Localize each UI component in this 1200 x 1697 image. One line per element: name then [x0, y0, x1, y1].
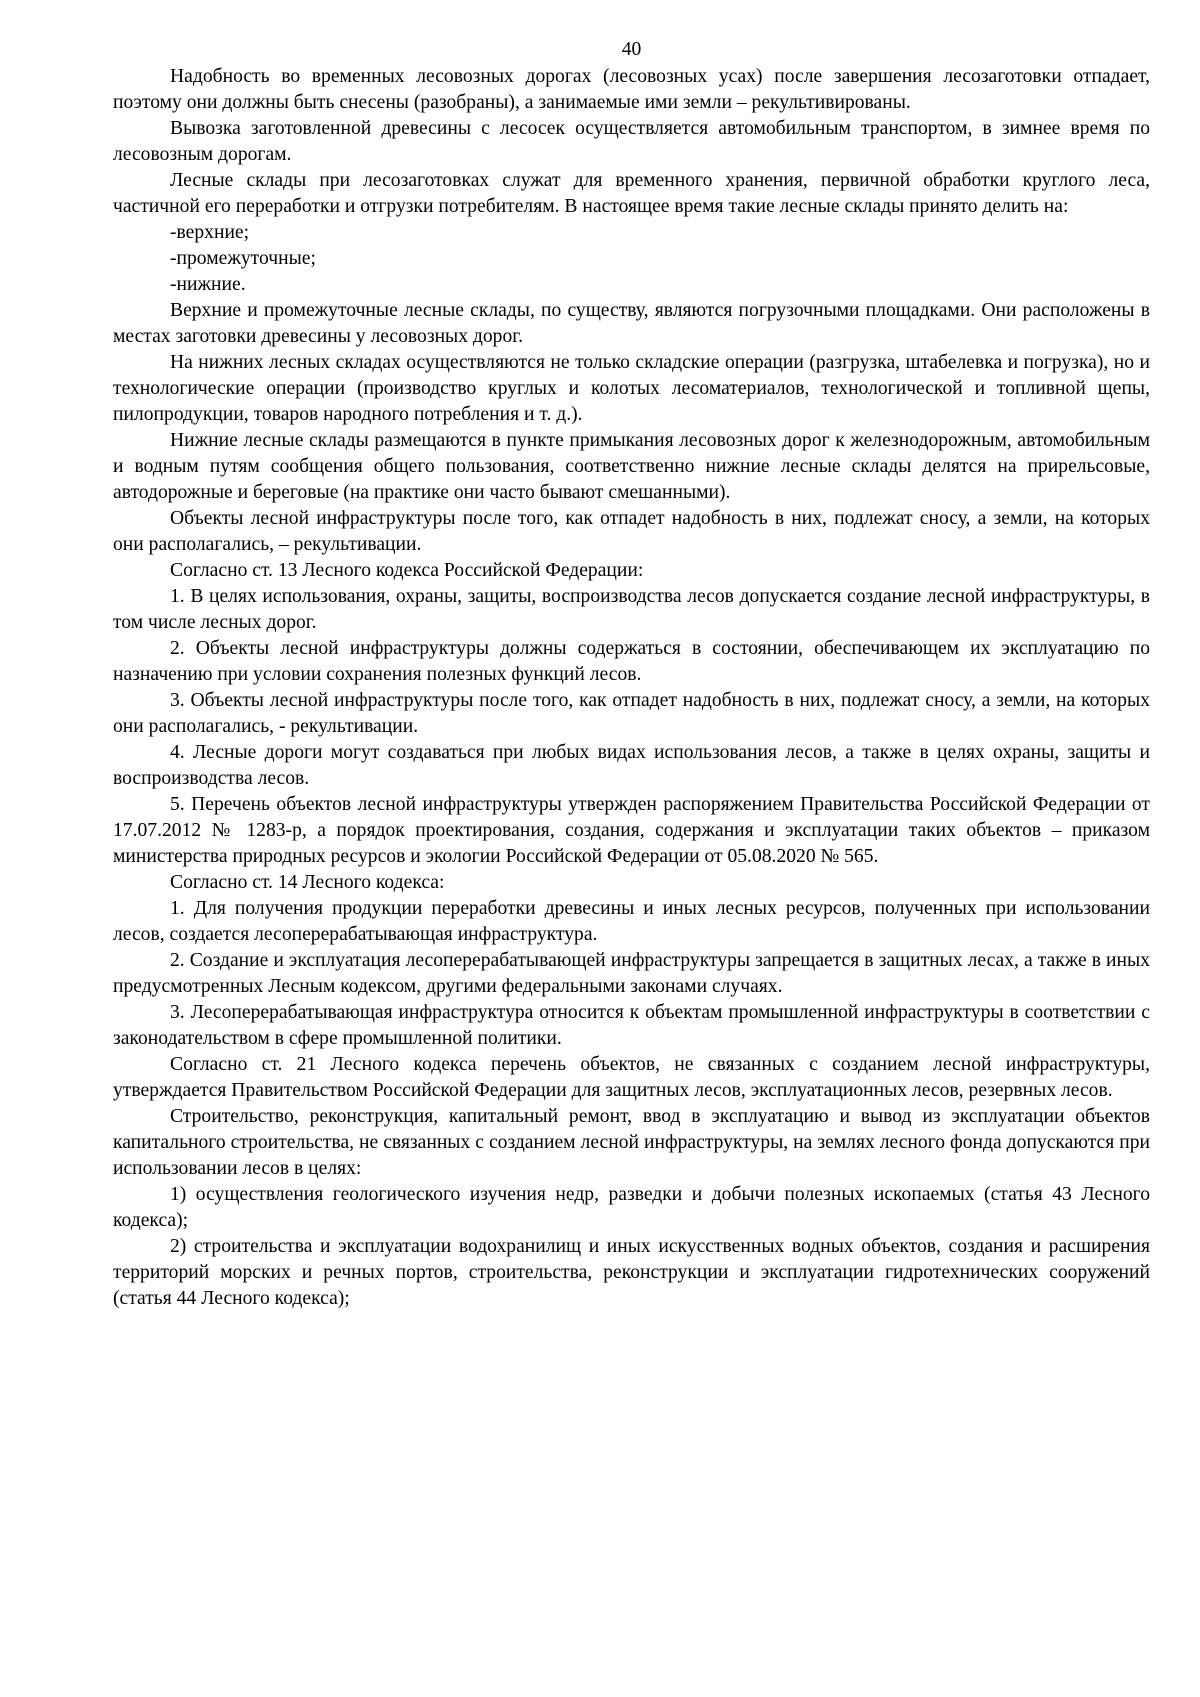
paragraph-lower-warehouse-location: Нижние лесные склады размещаются в пункте примыкания лесовозных дорог к железнодорожным, автомобильным и водным путям сообщения общего пользования, соответственно нижние лесные склады делятся на прирельсовые, автодорожные и береговые (на практике они часто бывают смешанными).	[113, 430, 1150, 503]
paragraph-capital-construction: Строительство, реконструкция, капитальный ремонт, ввод в эксплуатацию и вывод из эксплуатации объектов капитального строительства, не связанных с созданием лесной инфраструктуры, на землях лесного фонда допускаются при использовании лесов в целях:	[113, 1106, 1150, 1179]
list-item-geology: 1) осуществления геологического изучения недр, разведки и добычи полезных ископаемых (статья 43 Лесного кодекса);	[113, 1184, 1150, 1231]
paragraph-article-14-intro: Согласно ст. 14 Лесного кодекса:	[170, 872, 445, 893]
list-item-upper: -верхние;	[170, 222, 250, 243]
paragraph-upper-intermediate-warehouses: Верхние и промежуточные лесные склады, по существу, являются погрузочными площадками. Они расположены в местах заготовки древесины у лесовозных дорог.	[113, 300, 1150, 347]
page-number: 40	[621, 39, 642, 60]
paragraph-infrastructure-demolition: Объекты лесной инфраструктуры после того, как отпадет надобность в них, подлежат сносу, а земли, на которых они располагались, – рекультивации.	[113, 508, 1150, 555]
article-14-clause-1: 1. Для получения продукции переработки древесины и иных лесных ресурсов, полученных при использовании лесов, создается лесоперерабатывающая инфраструктура.	[113, 898, 1150, 945]
article-13-clause-5: 5. Перечень объектов лесной инфраструктуры утвержден распоряжением Правительства Российской Федерации от 17.07.2012 № 1283-р, а порядок проектирования, создания, содержания и эксплуатации таких объектов – приказом министерства природных ресурсов и экологии Российской Федерации от 05.08.2020 № 565.	[113, 794, 1150, 867]
article-14-clause-2: 2. Создание и эксплуатация лесоперерабатывающей инфраструктуры запрещается в защитных лесах, а также в иных предусмотренных Лесным кодексом, другими федеральными законами случаях.	[113, 950, 1150, 997]
paragraph-timber-transport: Вывозка заготовленной древесины с лесосек осуществляется автомобильным транспортом, в зимнее время по лесовозным дорогам.	[113, 118, 1150, 165]
article-13-clause-4: 4. Лесные дороги могут создаваться при любых видах использования лесов, а также в целях охраны, защиты и воспроизводства лесов.	[113, 742, 1150, 789]
paragraph-lower-warehouse-operations: На нижних лесных складах осуществляются не только складские операции (разгрузка, штабелевка и погрузка), но и технологические операции (производство круглых и колотых лесоматериалов, технологической и топливной щепы, пилопродукции, товаров народного потребления и т. д.).	[113, 352, 1150, 425]
document-page	[113, 36, 1150, 1312]
article-13-clause-2: 2. Объекты лесной инфраструктуры должны содержаться в состоянии, обеспечивающем их эксплуатацию по назначению при условии сохранения полезных функций лесов.	[113, 638, 1150, 685]
list-item-intermediate: -промежуточные;	[170, 248, 316, 269]
article-13-clause-3: 3. Объекты лесной инфраструктуры после того, как отпадет надобность в них, подлежат сносу, а земли, на которых они располагались, - рекультивации.	[113, 690, 1150, 737]
paragraph-temporary-roads: Надобность во временных лесовозных дорогах (лесовозных усах) после завершения лесозаготовки отпадает, поэтому они должны быть снесены (разобраны), а занимаемые ими земли – рекультивированы.	[113, 66, 1150, 113]
article-13-clause-1: 1. В целях использования, охраны, защиты, воспроизводства лесов допускается создание лесной инфраструктуры, в том числе лесных дорог.	[113, 586, 1150, 633]
list-item-reservoirs: 2) строительства и эксплуатации водохранилищ и иных искусственных водных объектов, создания и расширения территорий морских и речных портов, строительства, реконструкции и эксплуатации гидротехнических сооружений (статья 44 Лесного кодекса);	[113, 1236, 1150, 1309]
paragraph-forest-warehouses: Лесные склады при лесозаготовках служат для временного хранения, первичной обработки круглого леса, частичной его переработки и отгрузки потребителям. В настоящее время такие лесные склады принято делить на:	[113, 170, 1150, 217]
paragraph-article-13-intro: Согласно ст. 13 Лесного кодекса Российской Федерации:	[170, 560, 644, 581]
paragraph-article-21: Согласно ст. 21 Лесного кодекса перечень объектов, не связанных с созданием лесной инфраструктуры, утверждается Правительством Российской Федерации для защитных лесов, эксплуатационных лесов, резервных лесов.	[113, 1054, 1150, 1101]
list-item-lower: -нижние.	[170, 274, 246, 295]
article-14-clause-3: 3. Лесоперерабатывающая инфраструктура относится к объектам промышленной инфраструктуры в соответствии с законодательством в сфере промышленной политики.	[113, 1002, 1150, 1049]
